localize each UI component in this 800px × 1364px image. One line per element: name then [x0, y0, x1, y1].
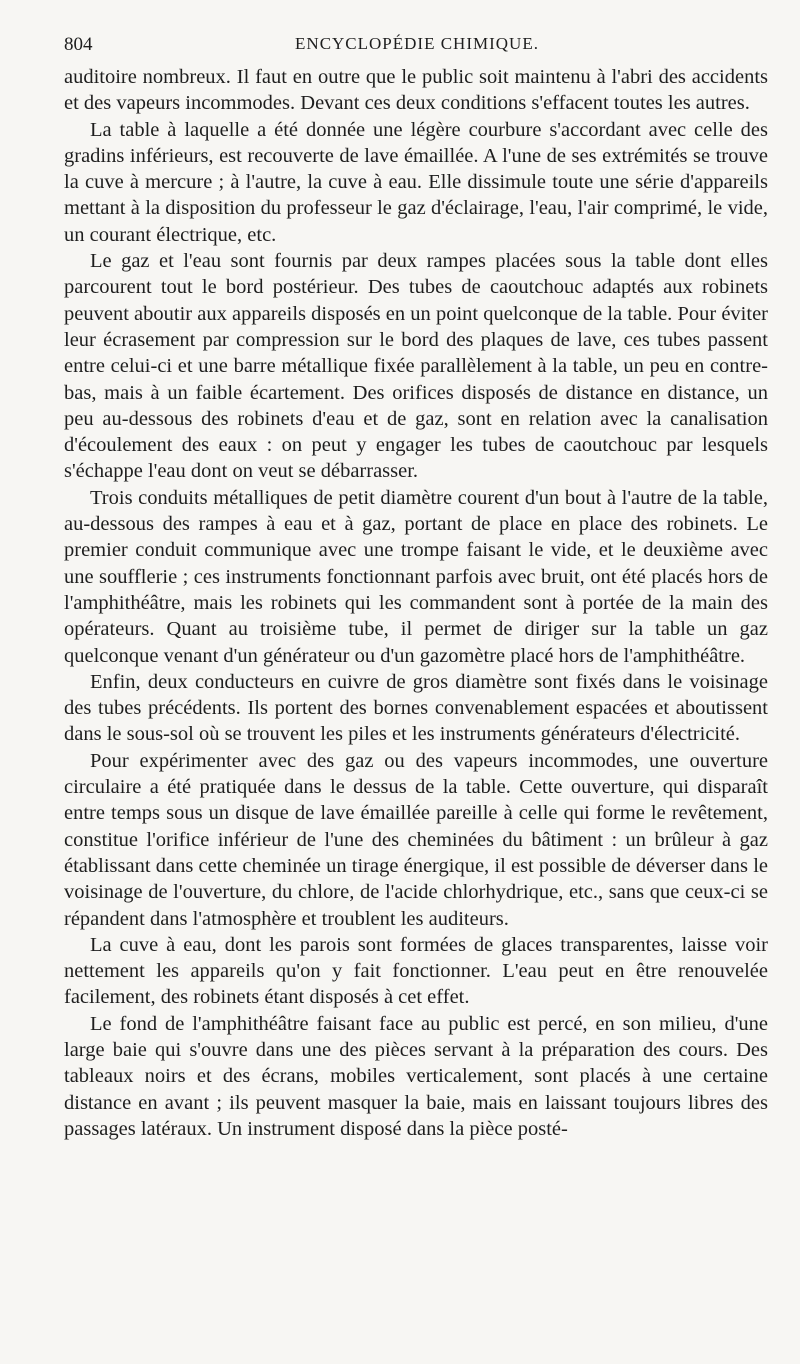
running-head: ENCYCLOPÉDIE CHIMIQUE. — [295, 34, 539, 53]
paragraph: Enfin, deux conducteurs en cuivre de gros diamètre sont fixés dans le voisinage des tubes précédents. Ils portent des bornes convenablement espacées et aboutissent dans le sous-sol où se trouvent les piles et les instruments générateurs d'électricité. — [64, 670, 768, 746]
page-header — [64, 30, 770, 60]
body-text — [64, 64, 768, 1142]
paragraph: La cuve à eau, dont les parois sont formées de glaces transparentes, laisse voir nettement les appareils qu'on y fait fonctionner. L'eau peut en être renouvelée facilement, des robinets étant disposés à cet effet. — [64, 933, 768, 1009]
paragraph: Pour expérimenter avec des gaz ou des vapeurs incommodes, une ouverture circulaire a été pratiquée dans le dessus de la table. Cette ouverture, qui disparaît entre temps sous un disque de lave émaillée pareille à celle qui forme le revêtement, constitue l'orifice inférieur de l'une des cheminées du bâtiment : un brûleur à gaz établissant dans cette cheminée un tirage énergique, il est possible de déverser dans le voisinage de l'ouverture, du chlore, de l'acide chlorhydrique, etc., sans que ceux-ci se répandent dans l'atmosphère et troublent les auditeurs. — [64, 749, 768, 930]
page-number: 804 — [64, 34, 93, 55]
paragraph: Trois conduits métalliques de petit diamètre courent d'un bout à l'autre de la table, au-dessous des rampes à eau et à gaz, portant de place en place des robinets. Le premier conduit communique avec une trompe faisant le vide, et le deuxième avec une soufflerie ; ces instruments fonctionnant parfois avec bruit, ont été placés hors de l'amphithéâtre, mais les robinets qui les commandent sont à portée de la main des opérateurs. Quant au troisième tube, il permet de diriger sur la table un gaz quelconque venant d'un générateur ou d'un gazomètre placé hors de l'amphithéâtre. — [64, 486, 768, 667]
paragraph: auditoire nombreux. Il faut en outre que le public soit maintenu à l'abri des accidents et des vapeurs incommodes. Devant ces deux conditions s'effacent toutes les autres. — [64, 66, 768, 115]
paragraph: Le fond de l'amphithéâtre faisant face au public est percé, en son milieu, d'une large baie qui s'ouvre dans une des pièces servant à la préparation des cours. Des tableaux noirs et des écrans, mobiles verticalement, sont placés à une certaine distance en avant ; ils peuvent masquer la baie, mais en laissant toujours libres des passages latéraux. Un instrument disposé dans la pièce posté- — [64, 1012, 768, 1140]
paragraph: La table à laquelle a été donnée une légère courbure s'accordant avec celle des gradins inférieurs, est recouverte de lave émaillée. A l'une de ses extrémités se trouve la cuve à mercure ; à l'autre, la cuve à eau. Elle dissimule toute une série d'appareils mettant à la disposition du professeur le gaz d'éclairage, l'eau, l'air comprimé, le vide, un courant électrique, etc. — [64, 118, 768, 246]
paragraph: Le gaz et l'eau sont fournis par deux rampes placées sous la table dont elles parcourent tout le bord postérieur. Des tubes de caoutchouc adaptés aux robinets peuvent aboutir aux appareils disposés en un point quelconque de la table. Pour éviter leur écrasement par compression sur le bord des plaques de lave, ces tubes passent entre celui-ci et une barre métallique fixée parallèlement à la table, un peu en contre-bas, mais à un faible écartement. Des orifices disposés de distance en distance, un peu au-dessous des robinets d'eau et de gaz, sont en relation avec la canalisation d'écoulement des eaux : on peut y engager les tubes de caoutchouc par lesquels s'échappe l'eau dont on veut se débarrasser. — [64, 250, 768, 483]
